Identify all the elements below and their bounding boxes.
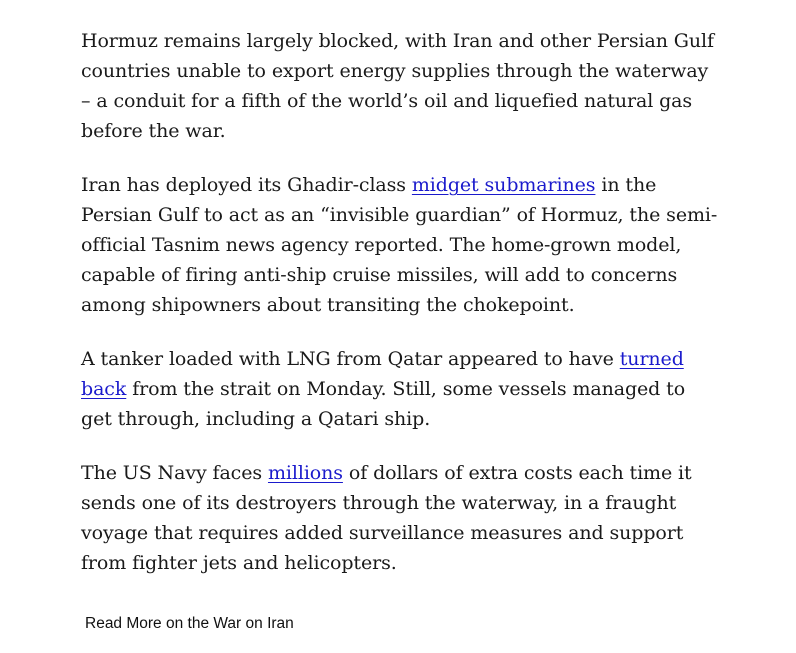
paragraph-tanker <box>81 344 721 434</box>
midget-submarines-link[interactable]: midget submarines <box>411 174 596 196</box>
paragraph-text: The US Navy faces <box>81 462 268 484</box>
paragraph-us-navy <box>81 458 721 578</box>
paragraph-text: from the strait on Monday. Still, some vessels managed to get through, including a Qatari ship. <box>81 378 686 430</box>
paragraph-text: Iran has deployed its Ghadir-class <box>81 174 412 196</box>
paragraph-text: of dollars of extra costs each time it sends one of its destroyers through the waterway, in a fraught voyage that requires added surveillance measures and support from fighter jets and helicopters. <box>81 462 692 574</box>
millions-link[interactable]: millions <box>267 462 343 484</box>
paragraph-hormuz-blocked <box>81 26 721 146</box>
paragraph-text: A tanker loaded with LNG from Qatar appeared to have <box>81 348 620 370</box>
article-body <box>81 26 721 602</box>
paragraph-submarines <box>81 170 721 320</box>
read-more-link[interactable]: Read More on the War on Iran <box>85 615 294 632</box>
paragraph-text: in the Persian Gulf to act as an “invisible guardian” of Hormuz, the semi-official Tasnim news agency reported. The home-grown model, capable of firing anti-ship cruise missiles, will add to concerns among shipowners about transiting the chokepoint. <box>81 174 718 316</box>
paragraph-text: Hormuz remains largely blocked, with Iran and other Persian Gulf countries unable to export energy supplies through the waterway – a conduit for a fifth of the world’s oil and liquefied natural gas before the war. <box>81 30 714 142</box>
turned-back-link[interactable]: turned back <box>81 348 684 400</box>
